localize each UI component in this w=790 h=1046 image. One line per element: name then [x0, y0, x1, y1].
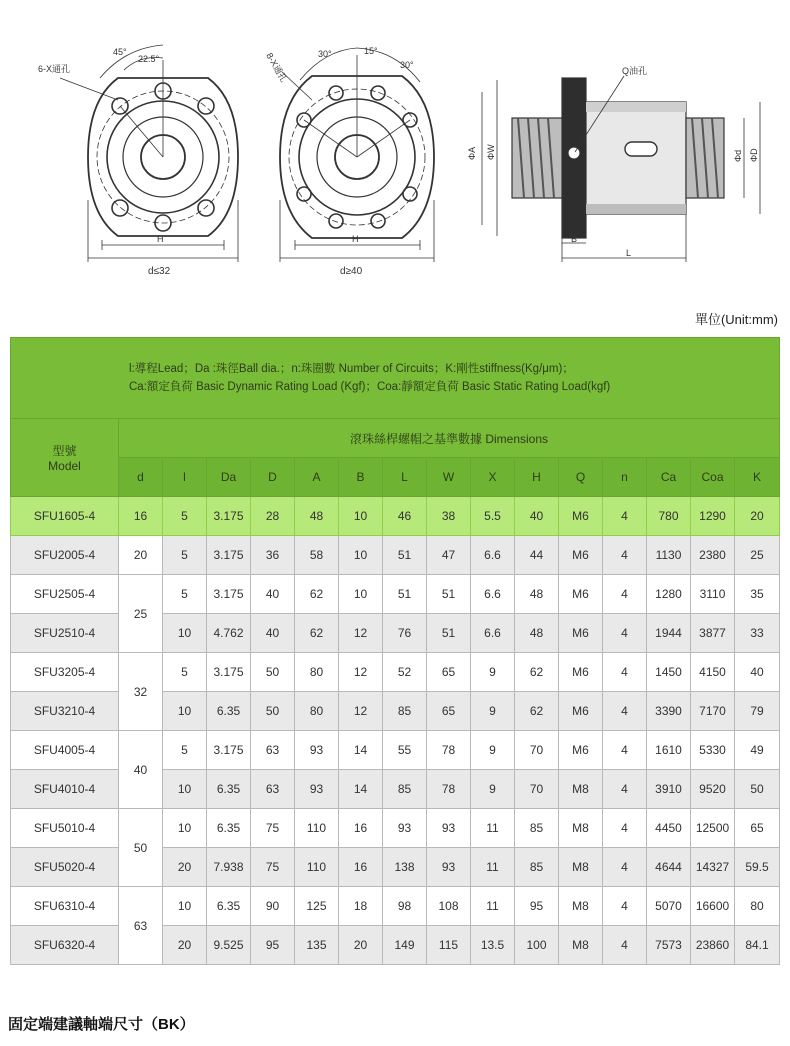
legend-row [11, 338, 780, 419]
value-cell: 20 [735, 497, 780, 536]
value-cell: 93 [383, 809, 427, 848]
value-cell: M6 [559, 497, 603, 536]
d-cell: 50 [119, 809, 163, 887]
value-cell: 3.175 [207, 497, 251, 536]
left-hole-label: 6-X通孔 [38, 64, 71, 74]
value-cell: 62 [295, 614, 339, 653]
value-cell: 48 [515, 614, 559, 653]
value-cell: 4 [603, 770, 647, 809]
value-cell: M6 [559, 653, 603, 692]
header-row-2 [11, 458, 780, 497]
column-header: Q [559, 458, 603, 497]
table-row [11, 887, 780, 926]
value-cell: 110 [295, 848, 339, 887]
value-cell: 79 [735, 692, 780, 731]
column-header: W [427, 458, 471, 497]
value-cell: 95 [515, 887, 559, 926]
value-cell: 13.5 [471, 926, 515, 965]
value-cell: 1450 [647, 653, 691, 692]
value-cell: 6.6 [471, 575, 515, 614]
table-row [11, 809, 780, 848]
value-cell: 5 [163, 653, 207, 692]
column-header: D [251, 458, 295, 497]
value-cell: 6.6 [471, 614, 515, 653]
value-cell: M8 [559, 848, 603, 887]
value-cell: 33 [735, 614, 780, 653]
value-cell: M6 [559, 575, 603, 614]
value-cell: 5 [163, 731, 207, 770]
value-cell: 95 [251, 926, 295, 965]
value-cell: 10 [163, 809, 207, 848]
d-cell: 20 [119, 536, 163, 575]
value-cell: 3110 [691, 575, 735, 614]
value-cell: 10 [163, 770, 207, 809]
value-cell: 20 [163, 926, 207, 965]
model-cell: SFU2005-4 [11, 536, 119, 575]
value-cell: 51 [427, 575, 471, 614]
value-cell: 78 [427, 770, 471, 809]
value-cell: 9 [471, 653, 515, 692]
model-cell: SFU2510-4 [11, 614, 119, 653]
value-cell: 51 [383, 575, 427, 614]
value-cell: 5.5 [471, 497, 515, 536]
value-cell: 93 [295, 731, 339, 770]
value-cell: 76 [383, 614, 427, 653]
value-cell: 50 [735, 770, 780, 809]
model-cell: SFU3210-4 [11, 692, 119, 731]
model-cell: SFU1605-4 [11, 497, 119, 536]
d-cell: 32 [119, 653, 163, 731]
value-cell: 40 [515, 497, 559, 536]
value-cell: 63 [251, 770, 295, 809]
value-cell: 98 [383, 887, 427, 926]
value-cell: M8 [559, 926, 603, 965]
column-header: B [339, 458, 383, 497]
model-cell: SFU2505-4 [11, 575, 119, 614]
value-cell: 12 [339, 614, 383, 653]
value-cell: 85 [515, 809, 559, 848]
value-cell: 4 [603, 653, 647, 692]
value-cell: 100 [515, 926, 559, 965]
value-cell: 90 [251, 887, 295, 926]
value-cell: 93 [295, 770, 339, 809]
value-cell: 40 [251, 614, 295, 653]
value-cell: 40 [735, 653, 780, 692]
value-cell: 50 [251, 692, 295, 731]
value-cell: 7.938 [207, 848, 251, 887]
value-cell: 5330 [691, 731, 735, 770]
value-cell: M8 [559, 770, 603, 809]
value-cell: 75 [251, 809, 295, 848]
value-cell: 40 [251, 575, 295, 614]
table-row [11, 653, 780, 692]
value-cell: 10 [339, 575, 383, 614]
oil-hole-label: Q油孔 [622, 66, 648, 76]
left-dim-h: H [157, 234, 164, 244]
value-cell: 6.35 [207, 692, 251, 731]
value-cell: 48 [515, 575, 559, 614]
mid-hole-label: 8-X通孔 [264, 51, 289, 84]
value-cell: 6.35 [207, 809, 251, 848]
value-cell: 6.6 [471, 536, 515, 575]
value-cell: 38 [427, 497, 471, 536]
value-cell: M6 [559, 536, 603, 575]
value-cell: 4644 [647, 848, 691, 887]
value-cell: 20 [339, 926, 383, 965]
value-cell: 3877 [691, 614, 735, 653]
value-cell: 780 [647, 497, 691, 536]
value-cell: 6.35 [207, 770, 251, 809]
phi-d-small-label: Φd [733, 149, 743, 162]
value-cell: 4 [603, 497, 647, 536]
column-header: H [515, 458, 559, 497]
value-cell: 14 [339, 731, 383, 770]
value-cell: 55 [383, 731, 427, 770]
value-cell: 1290 [691, 497, 735, 536]
value-cell: 11 [471, 887, 515, 926]
column-header: Ca [647, 458, 691, 497]
model-cell: SFU4005-4 [11, 731, 119, 770]
value-cell: 80 [295, 692, 339, 731]
column-header: A [295, 458, 339, 497]
value-cell: 4 [603, 848, 647, 887]
value-cell: 84.1 [735, 926, 780, 965]
value-cell: 85 [515, 848, 559, 887]
d-cell: 16 [119, 497, 163, 536]
value-cell: 50 [251, 653, 295, 692]
value-cell: 93 [427, 809, 471, 848]
column-header: d [119, 458, 163, 497]
value-cell: 59.5 [735, 848, 780, 887]
value-cell: 4.762 [207, 614, 251, 653]
value-cell: 58 [295, 536, 339, 575]
model-cell: SFU4010-4 [11, 770, 119, 809]
column-header: Coa [691, 458, 735, 497]
value-cell: 63 [251, 731, 295, 770]
dimensions-header: 滾珠絲桿螺帽之基準數據 Dimensions [119, 419, 780, 458]
mid-dim-h: H [352, 234, 359, 244]
model-header-cn: 型號 [52, 444, 77, 458]
header-row-1 [11, 419, 780, 458]
value-cell: 16 [339, 848, 383, 887]
value-cell: 62 [515, 653, 559, 692]
model-cell: SFU6320-4 [11, 926, 119, 965]
value-cell: 16600 [691, 887, 735, 926]
value-cell: 18 [339, 887, 383, 926]
value-cell: 10 [339, 536, 383, 575]
value-cell: 80 [295, 653, 339, 692]
technical-drawings [0, 0, 790, 300]
value-cell: 4 [603, 575, 647, 614]
value-cell: 51 [427, 614, 471, 653]
value-cell: 28 [251, 497, 295, 536]
model-cell: SFU5010-4 [11, 809, 119, 848]
value-cell: 4 [603, 614, 647, 653]
table-row [11, 536, 780, 575]
value-cell: 5 [163, 575, 207, 614]
value-cell: 49 [735, 731, 780, 770]
left-angle-outer: 45° [113, 47, 127, 57]
table-body [11, 497, 780, 965]
value-cell: 9520 [691, 770, 735, 809]
value-cell: 62 [515, 692, 559, 731]
value-cell: 4 [603, 926, 647, 965]
model-header [11, 419, 119, 497]
flange-drawing-large [280, 48, 434, 262]
value-cell: M6 [559, 692, 603, 731]
value-cell: 85 [383, 692, 427, 731]
value-cell: 2380 [691, 536, 735, 575]
value-cell: 5 [163, 536, 207, 575]
value-cell: M6 [559, 614, 603, 653]
value-cell: 3390 [647, 692, 691, 731]
value-cell: 3910 [647, 770, 691, 809]
value-cell: 138 [383, 848, 427, 887]
value-cell: 9.525 [207, 926, 251, 965]
value-cell: 85 [383, 770, 427, 809]
value-cell: 6.35 [207, 887, 251, 926]
value-cell: 10 [339, 497, 383, 536]
spec-table [10, 337, 780, 965]
left-caption: d≤32 [148, 266, 171, 277]
value-cell: 70 [515, 770, 559, 809]
legend-line-2: Ca:額定負荷 Basic Dynamic Rating Load (Kgf)；Coa:靜額定負荷 Basic Static Rating Load(kgf) [129, 381, 611, 393]
flange-drawing-small [60, 45, 238, 262]
value-cell: 125 [295, 887, 339, 926]
legend-cell [11, 338, 780, 419]
model-cell: SFU3205-4 [11, 653, 119, 692]
value-cell: 14327 [691, 848, 735, 887]
value-cell: 75 [251, 848, 295, 887]
value-cell: 4450 [647, 809, 691, 848]
value-cell: 70 [515, 731, 559, 770]
value-cell: 35 [735, 575, 780, 614]
value-cell: 12500 [691, 809, 735, 848]
value-cell: 4150 [691, 653, 735, 692]
mid-angle-c: 30° [400, 60, 414, 70]
value-cell: 10 [163, 887, 207, 926]
nut-side-view [482, 76, 760, 262]
value-cell: 25 [735, 536, 780, 575]
table-row [11, 497, 780, 536]
model-cell: SFU6310-4 [11, 887, 119, 926]
value-cell: 62 [295, 575, 339, 614]
mid-caption: d≥40 [340, 266, 363, 277]
value-cell: 11 [471, 809, 515, 848]
value-cell: 4 [603, 536, 647, 575]
value-cell: 135 [295, 926, 339, 965]
mid-angle-b: 15° [364, 46, 378, 56]
value-cell: 149 [383, 926, 427, 965]
d-cell: 40 [119, 731, 163, 809]
value-cell: 4 [603, 731, 647, 770]
phi-d-large-label: ΦD [749, 148, 759, 162]
table-row [11, 731, 780, 770]
phi-w-label: ΦW [486, 144, 496, 160]
value-cell: 48 [295, 497, 339, 536]
value-cell: 20 [163, 848, 207, 887]
value-cell: 3.175 [207, 653, 251, 692]
value-cell: 12 [339, 692, 383, 731]
value-cell: 1130 [647, 536, 691, 575]
value-cell: 12 [339, 653, 383, 692]
value-cell: 10 [163, 692, 207, 731]
value-cell: 10 [163, 614, 207, 653]
model-cell: SFU5020-4 [11, 848, 119, 887]
value-cell: 11 [471, 848, 515, 887]
column-header: l [163, 458, 207, 497]
value-cell: 47 [427, 536, 471, 575]
mid-angle-a: 30° [318, 49, 332, 59]
value-cell: M8 [559, 887, 603, 926]
model-header-en: Model [48, 459, 81, 473]
value-cell: 3.175 [207, 536, 251, 575]
value-cell: M8 [559, 809, 603, 848]
column-header: Da [207, 458, 251, 497]
value-cell: 7573 [647, 926, 691, 965]
value-cell: 65 [735, 809, 780, 848]
value-cell: 93 [427, 848, 471, 887]
value-cell: 78 [427, 731, 471, 770]
value-cell: 52 [383, 653, 427, 692]
value-cell: M6 [559, 731, 603, 770]
value-cell: 110 [295, 809, 339, 848]
value-cell: 23860 [691, 926, 735, 965]
value-cell: 1280 [647, 575, 691, 614]
value-cell: 44 [515, 536, 559, 575]
value-cell: 1610 [647, 731, 691, 770]
value-cell: 5070 [647, 887, 691, 926]
value-cell: 4 [603, 809, 647, 848]
dim-b-label: B [571, 234, 578, 244]
value-cell: 3.175 [207, 575, 251, 614]
value-cell: 36 [251, 536, 295, 575]
value-cell: 4 [603, 692, 647, 731]
value-cell: 16 [339, 809, 383, 848]
value-cell: 65 [427, 692, 471, 731]
section-title-bk: 固定端建議軸端尺寸（BK） [8, 1016, 195, 1033]
value-cell: 51 [383, 536, 427, 575]
value-cell: 9 [471, 692, 515, 731]
column-header: X [471, 458, 515, 497]
value-cell: 1944 [647, 614, 691, 653]
value-cell: 108 [427, 887, 471, 926]
value-cell: 4 [603, 887, 647, 926]
value-cell: 9 [471, 770, 515, 809]
value-cell: 115 [427, 926, 471, 965]
value-cell: 5 [163, 497, 207, 536]
value-cell: 9 [471, 731, 515, 770]
d-cell: 25 [119, 575, 163, 653]
unit-label: 單位(Unit:mm) [694, 312, 778, 327]
table-row [11, 575, 780, 614]
left-angle-inner: 22.5° [138, 54, 160, 64]
value-cell: 3.175 [207, 731, 251, 770]
dim-l-label: L [626, 248, 632, 258]
value-cell: 80 [735, 887, 780, 926]
legend-line-1: l:導程Lead；Da :珠徑Ball dia.；n:珠圈數 Number of Circuits；K:剛性stiffness(Kg/μm)； [129, 363, 574, 375]
column-header: K [735, 458, 780, 497]
d-cell: 63 [119, 887, 163, 965]
value-cell: 46 [383, 497, 427, 536]
value-cell: 65 [427, 653, 471, 692]
column-header: L [383, 458, 427, 497]
value-cell: 14 [339, 770, 383, 809]
phi-a-label: ΦA [467, 146, 477, 160]
column-header: n [603, 458, 647, 497]
value-cell: 7170 [691, 692, 735, 731]
